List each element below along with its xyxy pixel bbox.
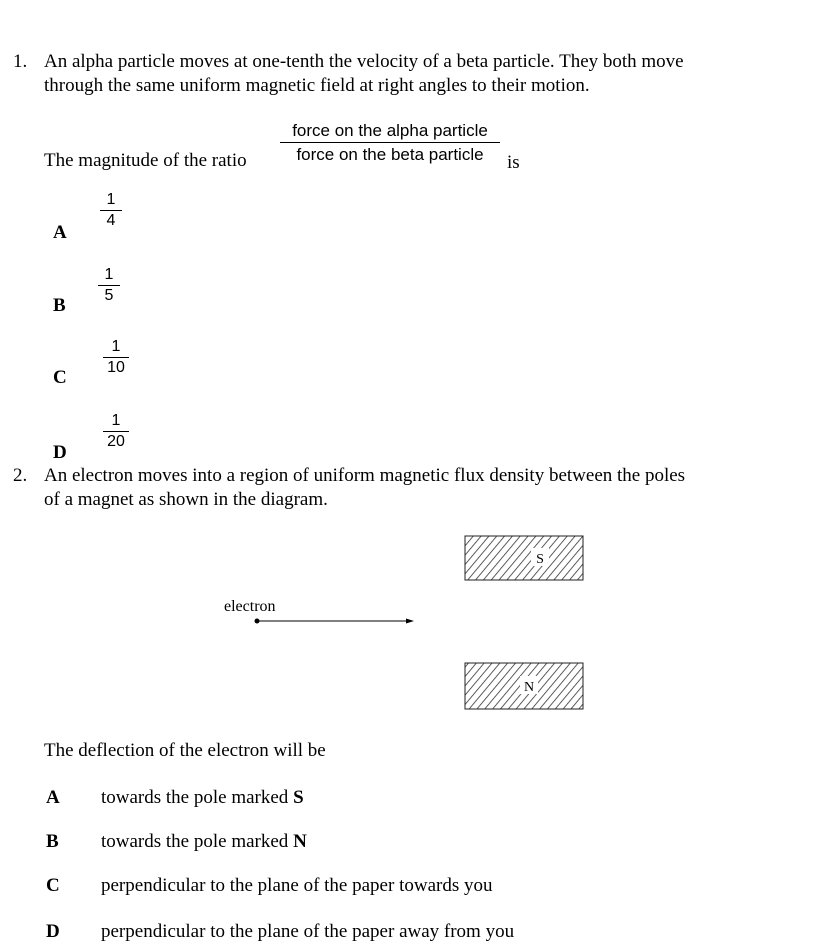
fraction-bar [103, 357, 129, 358]
south-pole [465, 536, 583, 580]
question-text-line: An electron moves into a region of uniform magnetic flux density between the poles [44, 465, 686, 486]
option-text [101, 830, 307, 854]
option-text-body: towards the pole marked [101, 831, 294, 852]
option-letter: B [46, 831, 59, 852]
magnet-diagram [200, 525, 600, 715]
fraction-denominator: 10 [107, 359, 125, 376]
ratio-denominator: force on the beta particle [296, 145, 484, 164]
ratio-prefix: The magnitude of the ratio [44, 150, 247, 171]
option-text: perpendicular to the plane of the paper away from you [101, 921, 515, 942]
option-letter: D [46, 921, 60, 942]
fraction-denominator: 4 [106, 212, 116, 229]
force-ratio-fraction [280, 120, 500, 165]
question-text-line: of a magnet as shown in the diagram. [44, 489, 328, 510]
option-letter: B [53, 295, 66, 316]
question-number: 1. [13, 51, 28, 72]
arrow-head-icon [406, 619, 414, 624]
option-fraction [100, 191, 122, 230]
option-text-body: towards the pole marked [101, 787, 294, 808]
option-text-pole: S [293, 787, 304, 808]
option-fraction [98, 266, 120, 305]
electron-path [224, 598, 414, 624]
ratio-numerator: force on the alpha particle [292, 121, 488, 140]
fraction-bar [280, 142, 500, 143]
question-text-line: through the same uniform magnetic field at right angles to their motion. [44, 75, 590, 96]
fraction-bar [98, 285, 120, 286]
fraction-bar [100, 210, 122, 211]
fraction-denominator: 20 [107, 433, 125, 450]
electron-label: electron [224, 598, 276, 615]
option-letter: C [53, 367, 67, 388]
fraction-numerator: 1 [106, 191, 116, 208]
question-stem: The deflection of the electron will be [44, 740, 326, 761]
south-pole-block [465, 536, 583, 580]
option-text-pole: N [293, 831, 307, 852]
option-letter: A [53, 222, 67, 243]
option-fraction [103, 338, 129, 377]
north-pole-label: N [523, 680, 535, 695]
ratio-suffix: is [507, 152, 520, 173]
fraction-numerator: 1 [111, 338, 121, 355]
fraction-numerator: 1 [104, 266, 114, 283]
fraction-denominator: 5 [104, 287, 114, 304]
option-text [101, 786, 304, 810]
option-letter: A [46, 787, 60, 808]
question-text-line: An alpha particle moves at one-tenth the velocity of a beta particle. They both move [44, 51, 684, 72]
option-letter: C [46, 875, 60, 896]
south-pole-label: S [536, 552, 544, 567]
question-number: 2. [13, 465, 28, 486]
north-pole [465, 663, 583, 709]
option-letter: D [53, 442, 67, 463]
option-fraction [103, 412, 129, 451]
fraction-bar [103, 431, 129, 432]
fraction-numerator: 1 [111, 412, 121, 429]
option-text: perpendicular to the plane of the paper towards you [101, 875, 493, 896]
